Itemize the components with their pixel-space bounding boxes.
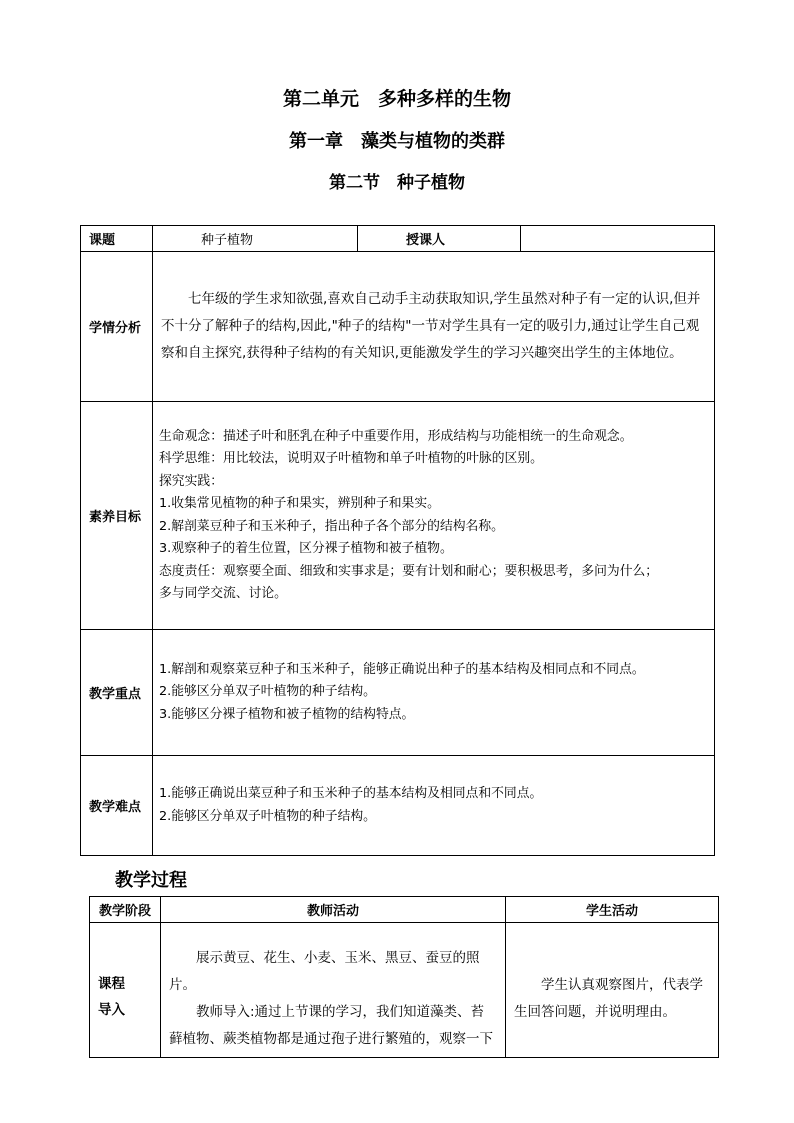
student-paragraph: 学生认真观察图片，代表学生回答问题，并说明理由。 xyxy=(514,977,703,1020)
goal-line: 科学思维：用比较法，说明双子叶植物和单子叶植物的叶脉的区别。 xyxy=(159,451,543,466)
goals-row xyxy=(81,402,715,630)
unit-heading: 第二单元 多种多样的生物 xyxy=(282,88,511,110)
teacher-paragraph: 展示黄豆、花生、小麦、玉米、黑豆、蚕豆的照片。 xyxy=(169,950,480,993)
key-points-row xyxy=(81,630,715,756)
goal-line: 态度责任：观察要全面、细致和实事求是；要有计划和耐心；要积极思考，多问为什么； xyxy=(159,563,659,579)
teaching-process-table xyxy=(89,896,719,1058)
key-point-line: 2.能够区分单双子叶植物的种子结构。 xyxy=(159,684,376,700)
difficulties-row xyxy=(81,756,715,856)
goal-line: 生命观念：描述子叶和胚乳在种子中重要作用，形成结构与功能相统一的生命观念。 xyxy=(159,428,633,444)
goals-content xyxy=(153,402,715,630)
goal-line: 多与同学交流、讨论。 xyxy=(159,586,287,601)
stage-cell xyxy=(90,923,161,1058)
section-heading: 第二节 种子植物 xyxy=(329,173,465,193)
difficulty-line: 2.能够区分单双子叶植物的种子结构。 xyxy=(159,808,376,824)
teacher-value xyxy=(521,226,715,252)
goal-line: 2.解剖菜豆种子和玉米种子，指出种子各个部分的结构名称。 xyxy=(159,518,504,534)
difficulties-content xyxy=(153,756,715,856)
teacher-paragraph: 教师导入:通过上节课的学习，我们知道藻类、苔藓植物、蕨类植物都是通过孢子进行繁殖的，观察一下 xyxy=(169,1004,493,1047)
topic-value: 种子植物 xyxy=(153,226,358,252)
key-points-label: 教学重点 xyxy=(81,630,153,756)
difficulty-line: 1.能够正确说出菜豆种子和玉米种子的基本结构及相同点和不同点。 xyxy=(159,786,543,801)
analysis-row xyxy=(81,252,715,402)
topic-label: 课题 xyxy=(81,226,153,252)
process-header-row xyxy=(90,897,719,923)
stage-header: 教学阶段 xyxy=(90,897,161,923)
process-title: 教学过程 xyxy=(115,870,187,891)
goal-line: 1.收集常见植物的种子和果实，辨别种子和果实。 xyxy=(159,496,440,511)
goal-line: 3.观察种子的着生位置，区分裸子植物和被子植物。 xyxy=(159,541,453,556)
stage-line: 导入 xyxy=(98,1002,125,1018)
intro-row xyxy=(90,923,719,1058)
key-point-line: 3.能够区分裸子植物和被子植物的结构特点。 xyxy=(159,706,415,722)
teacher-label: 授课人 xyxy=(358,226,521,252)
goal-line: 探究实践： xyxy=(159,473,223,489)
goals-label: 素养目标 xyxy=(81,402,153,630)
key-points-content xyxy=(153,630,715,756)
stage-line: 课程 xyxy=(98,976,125,992)
teacher-activity-header: 教师活动 xyxy=(161,897,506,923)
key-point-line: 1.解剖和观察菜豆种子和玉米种子，能够正确说出种子的基本结构及相同点和不同点。 xyxy=(159,661,645,677)
lesson-info-table xyxy=(80,225,715,856)
student-activity-header: 学生活动 xyxy=(506,897,719,923)
topic-row xyxy=(81,226,715,252)
student-activity-cell xyxy=(506,923,719,1058)
teacher-activity-cell xyxy=(161,923,506,1058)
chapter-heading: 第一章 藻类与植物的类群 xyxy=(289,131,505,152)
analysis-text: 七年级的学生求知欲强,喜欢自己动手主动获取知识,学生虽然对种子有一定的认识,但并不十分了解种子的结构,因此,"种子的结构"一节对学生具有一定的吸引力,通过让学生自己观察和自主探究,获得种子结构的有关知识,更能激发学生的学习兴趣突出学生的主体地位。 xyxy=(153,252,715,402)
difficulties-label: 教学难点 xyxy=(81,756,153,856)
analysis-label: 学情分析 xyxy=(81,252,153,402)
